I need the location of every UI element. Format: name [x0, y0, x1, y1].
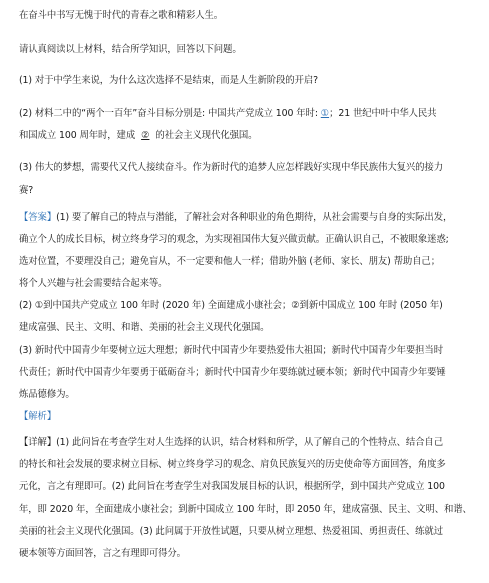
answer-2-line-1: (2) ①到中国共产党成立 100 年时 (2020 年) 全面建成小康社会；②到新中国成立 100 年时 (2050 年): [19, 300, 443, 311]
analysis-tag: 【解析】: [19, 411, 57, 422]
answer-3-line-2: 代责任；新时代中国青少年要勇于砥砺奋斗；新时代中国青少年要练就过硬本领；新时代中国青少年要锤: [19, 367, 446, 378]
detail-line-1: [19, 437, 443, 449]
answer-1-text-1: (1) 要了解自己的特点与潜能，了解社会对各种职业的角色期待，从社会需要与自身的实际出发，: [56, 212, 453, 223]
intro-line: 在奋斗中书写无愧于时代的青春之歌和精彩人生。: [19, 10, 224, 21]
question-2-text-b: ；21 世纪中叶中华人民共: [329, 108, 437, 119]
detail-tag: 【详解】: [19, 437, 57, 448]
answer-line-4: 将个人兴趣与社会需要结合起来等。: [19, 278, 168, 289]
question-2-text-c: 和国成立 100 周年时，建成: [19, 130, 136, 141]
blank-2: ②: [141, 130, 150, 141]
answer-line-1: [19, 212, 452, 224]
answer-2-line-2: 建成富强、民主、文明、和谐、美丽的社会主义现代化强国。: [19, 322, 270, 333]
detail-line-5: 美丽的社会主义现代化强国。(3) 此问属于开放性试题，只要从树立理想、热爱祖国、勇担责任、练就过: [19, 526, 443, 537]
question-1: (1) 对于中学生来说，为什么这次选择不是结束，而是人生新阶段的开启?: [19, 75, 318, 86]
detail-line-2: 的特长和社会发展的要求树立目标、树立终身学习的观念、肩负民族复兴的历史使命等方面回答，角度多: [19, 459, 446, 470]
detail-line-4: 年，即 2020 年，全面建成小康社会；到新中国成立 100 年时，即 2050 年，建成富强、民主、文明、和谐、: [19, 504, 472, 515]
question-2-text-a: (2) 材料二中的“两个一百年”奋斗目标分别是: 中国共产党成立 100 年时:: [19, 108, 321, 119]
answer-line-2: 确立个人的成长目标，树立终身学习的观念，为实现祖国伟大复兴做贡献。正确认识自己，不被眼象迷惑;: [19, 234, 449, 245]
question-2-text-d: 的社会主义现代化强国。: [155, 130, 258, 141]
detail-line-6: 硬本领等方面回答，言之有理即可得分。: [19, 548, 186, 559]
instruction-line: 请认真阅读以上材料，结合所学知识，回答以下问题。: [19, 44, 242, 55]
answer-3-line-3: 炼品德修为。: [19, 389, 75, 400]
question-2-line-1: [19, 108, 436, 120]
answer-tag: 【答案】: [19, 212, 57, 223]
blank-1: ①: [320, 108, 330, 119]
answer-line-3: 选对位置，不要理没自己；避免盲从，不一定要和他人一样；借助外脑 (老师、家长、朋友) 帮助自己；: [19, 256, 440, 267]
answer-3-line-1: (3) 新时代中国青少年要树立远大理想；新时代中国青少年要热爱伟大祖国；新时代中国青少年要担当时: [19, 345, 443, 356]
question-3-line-1: (3) 伟大的梦想，需要代又代人接续奋斗。作为新时代的追梦人应怎样践好实现中华民族伟大复兴的接力: [19, 162, 443, 173]
detail-text-1: (1) 此问旨在考查学生对人生选择的认识，结合材料和所学，从了解自己的个性特点、结合自己: [56, 437, 443, 448]
question-3-line-2: 赛?: [19, 185, 34, 196]
question-2-line-2: [19, 130, 257, 142]
detail-line-3: 元化，言之有理即可。(2) 此问旨在考查学生对我国发展目标的认识，根据所学，到中国共产党成立 100: [19, 481, 445, 492]
